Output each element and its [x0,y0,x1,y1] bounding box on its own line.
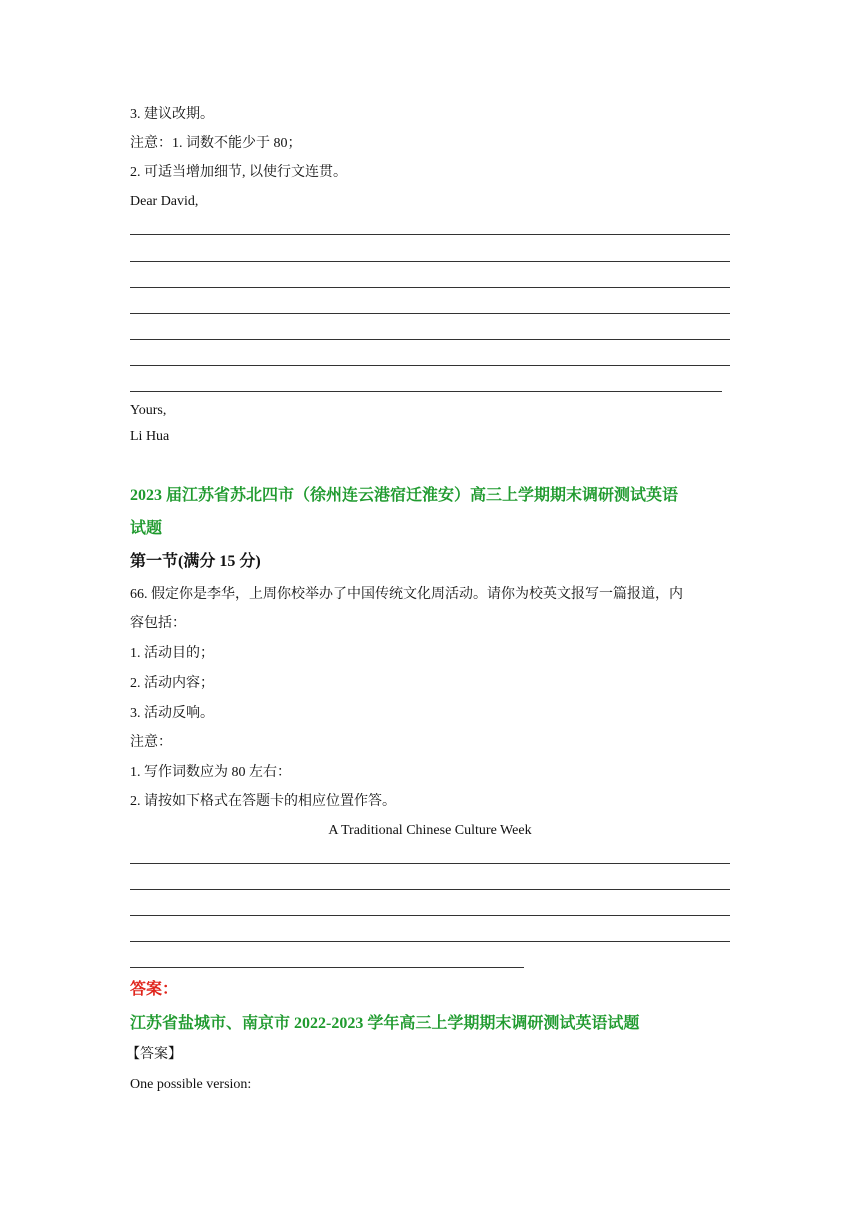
answer-line [130,967,524,968]
answer-tag: 【答案】 [126,1047,182,1062]
content-item-2: 2. 活动内容； [130,676,214,691]
part-heading: 第一节(满分 15 分) [130,553,261,570]
exam-title-line-1: 2023 届江苏省苏北四市（徐州连云港宿迁淮安）高三上学期期末调研测试英语 [130,487,679,504]
answer-line [130,863,730,864]
notice-item-1: 1. 写作词数应为 80 左右： [130,765,291,780]
prompt-line-1: 66. 假定你是李华，上周你校举办了中国传统文化周活动。请你为校英文报写一篇报道，内 [130,587,683,602]
possible-version-label: One possible version: [130,1077,252,1092]
answer-exam-title: 江苏省盐城市、南京市 2022-2023 学年高三上学期期末调研测试英语试题 [130,1015,640,1032]
letter-closing: Yours, [130,403,167,418]
answer-line [130,365,730,366]
answer-line [130,339,730,340]
answer-line [130,915,730,916]
notice-item-2: 2. 请按如下格式在答题卡的相应位置作答。 [130,794,396,809]
answer-line [130,234,730,235]
answer-line [130,313,730,314]
item-3: 3. 建议改期。 [130,107,214,122]
answer-line [130,287,730,288]
note-1: 注意：1. 词数不能少于 80； [130,136,302,151]
answer-line [130,889,730,890]
notice-label: 注意： [130,735,172,750]
answers-heading: 答案： [130,981,179,998]
answer-line [130,261,730,262]
letter-greeting: Dear David, [130,194,199,209]
answer-line [130,391,722,392]
note-2: 2. 可适当增加细节, 以使行文连贯。 [130,165,347,180]
exam-title-line-2: 试题 [130,520,163,537]
content-item-1: 1. 活动目的； [130,646,214,661]
answer-line [130,941,730,942]
essay-title: A Traditional Chinese Culture Week [328,823,532,838]
content-item-3: 3. 活动反响。 [130,706,214,721]
letter-signature: Li Hua [130,429,170,444]
prompt-line-2: 容包括： [130,616,186,631]
